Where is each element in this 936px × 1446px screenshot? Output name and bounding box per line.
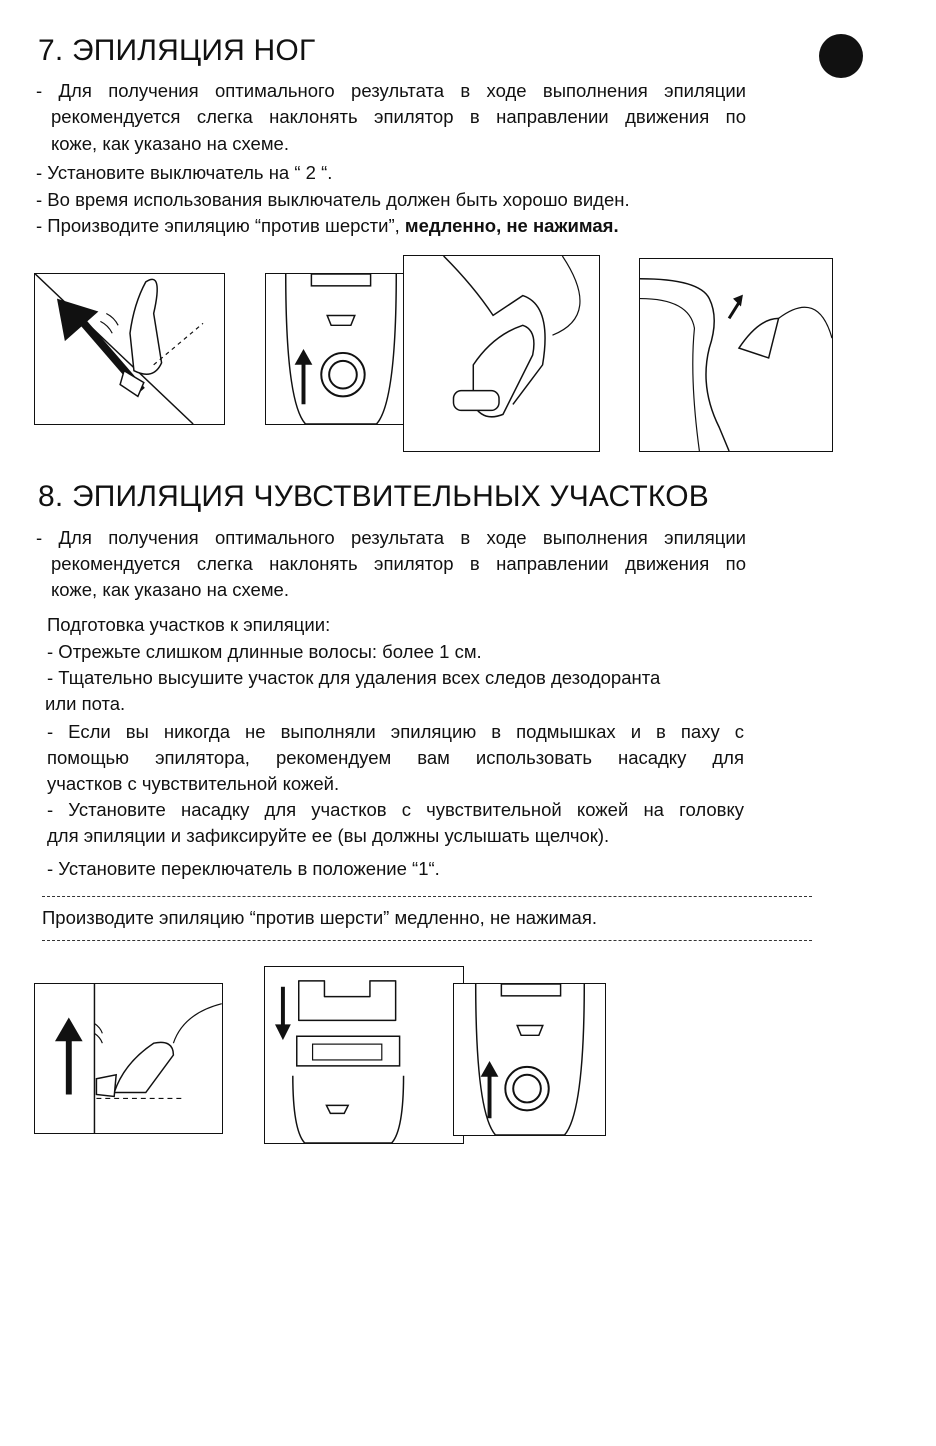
figure-leg-side bbox=[639, 258, 833, 452]
section-8-prep-item-cap-line1: - Установите насадку для участков с чувствительной кожей на головку bbox=[47, 799, 744, 820]
section-7-item-switch: - Установите выключатель на “ 2 “. bbox=[36, 162, 333, 183]
section-8-prep-title: Подготовка участков к эпиляции: bbox=[47, 614, 331, 635]
section-8-para1-line1: - Для получения оптимального результата в ходе выполнения эпиляции bbox=[36, 527, 746, 548]
section-7-para1-line1: - Для получения оптимального результата в ходе выполнения эпиляции bbox=[36, 80, 746, 101]
note-divider-top bbox=[42, 896, 812, 897]
section-7-title: 7. ЭПИЛЯЦИЯ НОГ bbox=[38, 34, 316, 67]
section-8-note: Производите эпиляцию “против шерсти” медленно, не нажимая. bbox=[42, 907, 597, 928]
section-7-para1-line2: рекомендуется слегка наклонять эпилятор в направлении движения по bbox=[51, 106, 746, 127]
section-8-prep-item-switch: - Установите переключатель в положение “1“. bbox=[47, 858, 440, 879]
section-8-prep-item-dry-line2: или пота. bbox=[45, 693, 126, 714]
section-7-item-direction-bold: медленно, не нажимая. bbox=[404, 215, 619, 236]
section-7-para1-line3: коже, как указано на схеме. bbox=[51, 133, 289, 154]
section-8-title: 8. ЭПИЛЯЦИЯ ЧУВСТВИТЕЛЬНЫХ УЧАСТКОВ bbox=[38, 480, 709, 513]
leg-angle-illustration bbox=[35, 274, 224, 424]
section-8-prep-item-cap-line2: для эпиляции и зафиксируйте ее (вы должны услышать щелчок). bbox=[47, 825, 610, 846]
section-7-item-direction-text: - Производите эпиляцию “против шерсти”, bbox=[36, 215, 400, 236]
section-8-para1-line3: коже, как указано на схеме. bbox=[51, 579, 289, 600]
section-8-prep-item-first-line3: участков с чувствительной кожей. bbox=[47, 773, 340, 794]
figure-epilator-front-1 bbox=[453, 983, 606, 1136]
hand-holding-illustration bbox=[404, 256, 599, 451]
underarm-illustration bbox=[35, 984, 222, 1133]
section-8-prep-item-cut: - Отрежьте слишком длинные волосы: более 1 см. bbox=[47, 641, 482, 662]
section-7-item-direction bbox=[36, 214, 619, 238]
figure-epilator-front-2 bbox=[265, 273, 417, 425]
section-7-item-visible: - Во время использования выключатель должен быть хорошо виден. bbox=[36, 189, 630, 210]
section-8-prep-item-first-line1: - Если вы никогда не выполняли эпиляцию в подмышках и в паху с bbox=[47, 721, 744, 742]
figure-underarm bbox=[34, 983, 223, 1134]
section-8-prep-item-first-line2: помощью эпилятора, рекомендуем вам использовать насадку для bbox=[47, 747, 744, 768]
section-8-prep-item-dry-line1: - Тщательно высушите участок для удаления всех следов дезодоранта bbox=[47, 667, 661, 688]
section-8-para1-line2: рекомендуется слегка наклонять эпилятор в направлении движения по bbox=[51, 553, 746, 574]
leg-side-illustration bbox=[640, 259, 832, 451]
figure-leg-angle bbox=[34, 273, 225, 425]
figure-hand-holding bbox=[403, 255, 600, 452]
figure-attach-cap bbox=[264, 966, 464, 1144]
attach-cap-illustration bbox=[265, 967, 463, 1143]
note-divider-bottom bbox=[42, 940, 812, 941]
page-marker-dot bbox=[819, 34, 863, 78]
epilator-front-illustration bbox=[266, 274, 416, 424]
epilator-front-illustration bbox=[454, 984, 605, 1135]
